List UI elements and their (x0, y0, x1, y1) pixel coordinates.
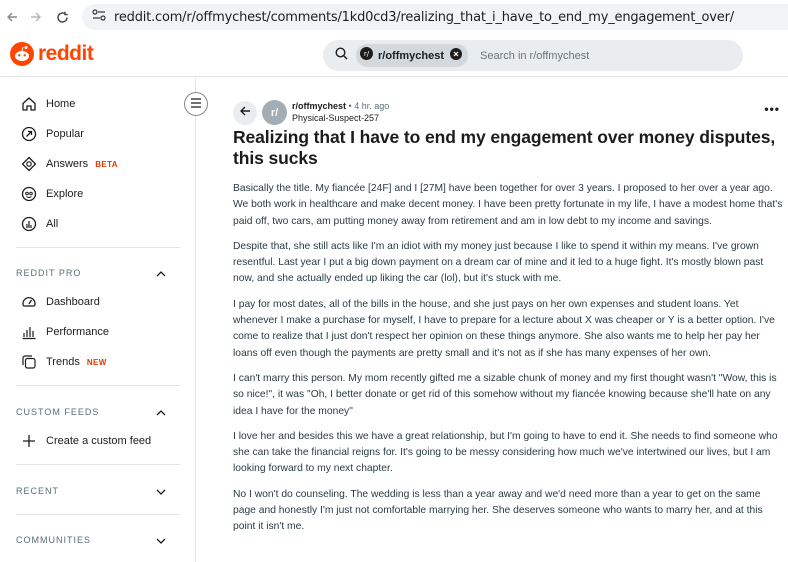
sidebar-divider (16, 247, 180, 248)
forward-arrow-icon[interactable] (26, 7, 46, 27)
sidebar-item-popular[interactable] (0, 119, 196, 149)
section-communities[interactable] (0, 528, 196, 552)
post-meta (292, 101, 389, 123)
search-placeholder: Search in r/offmychest (480, 49, 590, 62)
sidebar-item-label: Trends (46, 356, 80, 368)
sidebar-divider (16, 514, 180, 515)
subreddit-search-chip[interactable] (356, 44, 468, 67)
section-reddit-pro[interactable] (0, 261, 196, 285)
author-link[interactable]: Physical-Suspect-257 (292, 113, 380, 123)
post-paragraph: I can't marry this person. My mom recently gifted me a sizable chunk of money and my first thought wasn't "Wow, this is so nice!", it was "Oh, I better donate or get rid of this somehow without my fiancée knowing because she'll hate on any idea I have for the money" (233, 372, 777, 417)
sidebar-item-answers[interactable] (0, 149, 196, 179)
sidebar-item-label: All (46, 218, 59, 230)
section-title: CUSTOM FEEDS (16, 407, 100, 417)
performance-icon (20, 323, 38, 341)
dashboard-icon (20, 293, 38, 311)
trends-icon (20, 353, 38, 371)
sidebar-item-dashboard[interactable] (0, 287, 196, 317)
post-paragraph: I love her and besides this we have a great relationship, but I'm going to have to end it. She needs to find someone who she can take the financial reigns for. It's going to be messy considering how much we've intertwined our lives, but I am looking forward to my next chapter. (233, 430, 778, 475)
sidebar-item-label: Popular (46, 128, 84, 140)
back-button[interactable] (233, 101, 257, 125)
chip-remove-icon[interactable] (450, 47, 462, 65)
post-title: Realizing that I have to end my engagement over money disputes, this sucks (233, 127, 776, 168)
beta-badge: BETA (95, 159, 118, 169)
home-icon (20, 95, 38, 113)
back-arrow-icon[interactable] (2, 7, 22, 27)
answers-icon (20, 155, 38, 173)
explore-icon (20, 185, 38, 203)
meta-separator: • (348, 101, 352, 111)
url-text: reddit.com/r/offmychest/comments/1kd0cd3/realizing_that_i_have_to_end_my_engagement_over/ (114, 9, 734, 25)
sidebar-item-label: Home (46, 98, 76, 110)
search-bar[interactable] (323, 40, 743, 71)
collapse-sidebar-button[interactable] (184, 92, 208, 116)
all-icon (20, 215, 38, 233)
chevron-up-icon (156, 403, 166, 421)
browser-toolbar (0, 0, 788, 34)
section-title: RECENT (16, 486, 60, 496)
section-title: COMMUNITIES (16, 535, 91, 545)
section-recent[interactable] (0, 479, 196, 503)
menu-icon (190, 95, 202, 113)
sidebar-item-label: Dashboard (46, 296, 100, 308)
post-body (233, 181, 785, 545)
sidebar-item-all[interactable] (0, 209, 196, 239)
post-paragraph: No I won't do counseling. The wedding is less than a year away and we'd need more than a year to get on the same page and honestly I'm just not comfortable marrying her. She deserves someone who wants to marry her, and at this point it isn't me. (233, 488, 763, 533)
arrow-left-icon (239, 104, 251, 122)
sidebar-item-trends[interactable] (0, 347, 196, 377)
chevron-down-icon (156, 531, 166, 549)
svg-text:r/: r/ (363, 49, 370, 58)
sidebar-divider (16, 385, 180, 386)
post-time: 4 hr. ago (354, 101, 390, 111)
chevron-up-icon (156, 264, 166, 282)
sidebar-item-label: Performance (46, 326, 109, 338)
section-custom-feeds[interactable] (0, 400, 196, 424)
new-badge: NEW (86, 357, 107, 367)
reddit-snoo-icon (10, 42, 34, 66)
post-paragraph: I pay for most dates, all of the bills in the house, and she just pays on her own expenses and student loans. Yet whenever I make a purchase for myself, I have to prepare for a lecture about X was cheaper or Y is a better option. I've come to realize that I just don't respect her opinion on these things anymore. She also wants me to help her pay her loans off even though the payments are pretty small and it's not as if she has many expenses of her own. (233, 298, 775, 359)
subreddit-avatar[interactable]: r/ (262, 100, 287, 125)
post-paragraph: Basically the title. My fiancée [24F] and I [27M] have been together for over 3 years. I proposed to her over a year ago. We both work in healthcare and make decent money. I have been pretty fortunate in my life, I have a modest home that's paid off, two cars, am putting money away from retirement and am in low debt to my income and savings. (233, 183, 783, 227)
subreddit-link[interactable]: r/offmychest (292, 101, 347, 111)
sidebar-item-performance[interactable] (0, 317, 196, 347)
logo-wordmark: reddit (38, 42, 94, 65)
sidebar-item-label: Answers (46, 158, 89, 170)
address-bar[interactable] (82, 4, 788, 30)
sidebar-divider (16, 464, 180, 465)
site-header (0, 34, 788, 77)
left-sidebar (0, 78, 196, 562)
site-info-icon[interactable] (92, 8, 106, 26)
plus-icon (20, 432, 38, 450)
create-custom-feed-button[interactable] (0, 426, 196, 456)
search-icon (335, 47, 348, 65)
post-content (197, 78, 788, 562)
search-chip-label: r/offmychest (378, 49, 445, 62)
reddit-logo[interactable] (10, 42, 93, 66)
reload-icon[interactable] (52, 7, 72, 27)
section-title: REDDIT PRO (16, 268, 82, 278)
sidebar-item-explore[interactable] (0, 179, 196, 209)
sidebar-item-home[interactable] (0, 89, 196, 119)
sidebar-item-label: Explore (46, 188, 84, 200)
subreddit-chip-icon (360, 47, 373, 65)
more-options-button[interactable]: ••• (764, 102, 780, 116)
create-custom-feed-label: Create a custom feed (46, 435, 152, 447)
chevron-down-icon (156, 482, 166, 500)
post-paragraph: Despite that, she still acts like I'm an idiot with my money just because I like to spend it within my means. I've grown resentful. Last year I put a big down payment on a dream car of mine and it led to a huge fight. It's mostly blown past now, and she actually ended up liking the car (lol), but it's stuck with me. (233, 240, 764, 285)
popular-icon (20, 125, 38, 143)
